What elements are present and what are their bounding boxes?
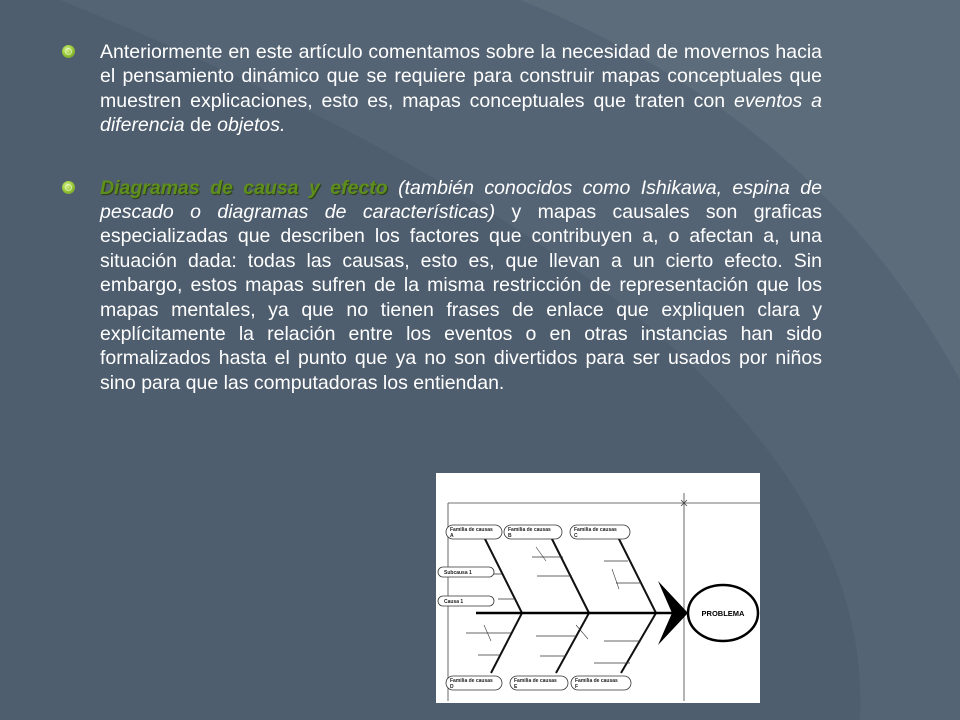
- bullet-1-emphasis-objetos: objetos.: [217, 114, 286, 137]
- green-circle-bullet-icon: [62, 181, 75, 194]
- bullet-1-emphasis-eventos: eventos a diferencia: [100, 89, 823, 137]
- family-box-a-line1: Familia de causas: [450, 527, 493, 533]
- bullet-1-text-b: de: [184, 114, 218, 137]
- subcausa-label: Subcausa 1: [444, 570, 472, 576]
- family-box-b-line2: B: [508, 533, 512, 539]
- problem-label: PROBLEMA: [701, 609, 745, 618]
- family-box-f-line2: F: [575, 684, 579, 690]
- fishbone-diagram: [436, 473, 760, 703]
- bullet-2-highlight-term: Diagramas de causa y efecto: [100, 176, 388, 199]
- family-box-e-line1: Familia de causas: [514, 678, 557, 684]
- fishbone-svg: [436, 473, 760, 703]
- green-circle-bullet-icon: [62, 45, 75, 58]
- content-area: [58, 40, 822, 395]
- bullet-paragraph-2: [58, 176, 822, 396]
- family-box-c-line2: C: [574, 533, 578, 539]
- family-box-f-line1: Familia de causas: [575, 678, 618, 684]
- family-box-e-line2: E: [514, 684, 518, 690]
- family-box-a-line2: A: [450, 533, 454, 539]
- family-box-b-line1: Familia de causas: [508, 527, 551, 533]
- bullet-2-text: y mapas causales son graficas especializadas que describen los factores que contribuyen a, o afectan a, una situación dada: todas las causas, esto es, que llevan a un cierto efecto. Sin embargo, estos mapas sufren de la misma restricción de representación que los mapas mentales, ya que no tienen frases de enlace que expliquen clara y explícitamente la relación entre los eventos o en otras instancias han sido formalizados hasta el punto que ya no son divertidos para ser usados por niños sino para que las computadoras los entiendan.: [100, 201, 822, 394]
- bullet-paragraph-1: [58, 40, 822, 138]
- family-box-c-line1: Familia de causas: [574, 527, 617, 533]
- family-box-d-line1: Familia de causas: [450, 678, 493, 684]
- family-box-d-line2: D: [450, 684, 454, 690]
- bullet-2-emphasis-aka: (también conocidos como Ishikawa, espina de pescado o diagramas de características): [100, 176, 822, 224]
- bullet-1-text-a: Anteriormente en este artículo comentamos sobre la necesidad de movernos hacia el pensamiento dinámico que se requiere para construir mapas conceptuales que muestren explicaciones, esto es, mapas conceptuales que traten con: [100, 41, 822, 112]
- causa-label: Causa 1: [444, 599, 464, 605]
